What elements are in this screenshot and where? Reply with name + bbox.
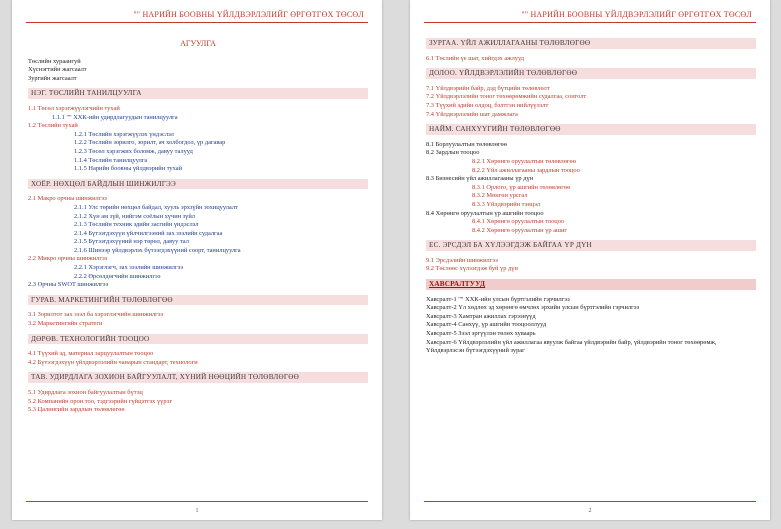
toc-entry[interactable]: 1.1.1 "" ХХК-ийн удирдлагуудын танилцуулга [52, 113, 178, 121]
toc-entry[interactable]: Хавсралт-5 Зээл эргүүлэн төлөх хуваарь [426, 330, 536, 338]
section-heading[interactable]: ТАВ. УДИРДЛАГА ЗОХИОН БАЙГУУЛАЛТ, ХҮНИЙ НӨӨЦИЙН ТӨЛӨВЛӨГӨӨ [28, 372, 368, 383]
toc-entry[interactable]: 2.1.5 Бүтээгдэхүүний нэр төрөл, давуу тал [74, 238, 189, 246]
toc-entry[interactable]: Хавсралт-2 Үл хөдлөх эд хөрөнгө өмчлөх эрхийн улсын бүртгэлийн гэрчилгээ [426, 304, 640, 312]
toc-entry[interactable]: Хавсралт-6 Үйлдвэрлэлийн үйл ажиллагаа явуулж байгаа үйлдвэрийн байр, үйлдвэрийн тоног төхөөрөмж, Үйлдвэрлэсэн бүтээгдэхүүний зураг [426, 338, 717, 355]
section-heading[interactable]: ГУРАВ. МАРКЕТИНГИЙН ТӨЛӨВЛӨГӨӨ [28, 295, 368, 306]
toc-entry[interactable]: 1.1.4 Төслийн танилцуулга [74, 156, 148, 164]
page-header: "" НАРИЙН БООВНЫ ҮЙЛДВЭРЛЭЛИЙГ ӨРГӨТГӨХ ТӨСӨЛ [133, 10, 364, 19]
toc-entry[interactable]: 3.1 Зорилтот зах зээл ба хэрэглэгчийн шинжилгээ [28, 311, 164, 319]
toc-entry[interactable]: 8.2 Зардлын тооцоо [426, 149, 480, 157]
toc-entry[interactable]: 2.2.1 Хэрэглэгч, зах зээлийн шинжилгээ [74, 264, 184, 272]
toc-entry[interactable]: Хавсралт-4 Санхүү, үр ашгийн тооцооллууд [426, 321, 547, 329]
header-rule [424, 22, 756, 23]
page-1-content [28, 40, 368, 415]
toc-entry[interactable]: 2.1.1 Улс төрийн нөхцөл байдал, хууль эрхзүйн зохицуулалт [74, 203, 238, 211]
toc-entry[interactable]: 2.1.4 Бүтээгдэхүүн үйлчилгээний зах зээлийн судалгаа [74, 229, 223, 237]
toc-entry[interactable]: 8.4.2 Хөрөнгө оруулалтын үр ашиг [472, 226, 567, 234]
section-heading[interactable]: НАЙМ. САНХҮҮГИЙН ТӨЛӨВЛӨГӨӨ [426, 124, 756, 135]
toc-entry[interactable]: 1.2 Төслийн тухай [28, 122, 78, 130]
toc-entry[interactable]: 8.4.1 Хөрөнгө оруулалтын тооцоо [472, 218, 565, 226]
toc-entry[interactable]: 8.3.3 Үйлдвэрийн тэнцэл [472, 200, 541, 208]
page-number: 2 [588, 508, 592, 514]
toc-entry[interactable]: 8.1 Борлуулалтын төлөвлөгөө [426, 140, 507, 148]
intro-item[interactable]: Хүснэгтийн жагсаалт [28, 66, 87, 74]
toc-entry[interactable]: 7.1 Үйлдвэрийн байр, дэд бүтцийн төлөвлөлт [426, 84, 550, 92]
intro-list [28, 58, 368, 84]
page-2-sections [426, 38, 756, 356]
toc-entry[interactable]: 4.1 Түүхий эд, материал зарцуулалтын тооцоо [28, 350, 154, 358]
footer-rule [424, 501, 756, 502]
footer-rule [26, 501, 368, 502]
toc-entry[interactable]: Хавсралт-3 Хамтран ажиллах гэрээнүүд [426, 312, 536, 320]
toc-entry[interactable]: 8.2.1 Хөрөнгө оруулалтын төлөвлөгөө [472, 157, 576, 165]
toc-entry[interactable]: 1.2.2 Төслийн зорилго, зорилт, ач холбогдол, үр дагавар [74, 139, 226, 147]
toc-entry[interactable]: 4.2 Бүтээгдэхүүн үйлдвэрлэлийн чанарын стандарт, технологи [28, 358, 198, 366]
toc-entry[interactable]: 2.2 Микро орчны шинжилгээ [28, 255, 108, 263]
toc-entry[interactable]: 8.3.1 Орлого, үр ашгийн төлөвлөгөө [472, 183, 571, 191]
toc-entry[interactable]: 5.1 Удирдлага зохион байгуулалтын бүтэц [28, 389, 143, 396]
toc-entry[interactable]: 2.3 Орчны SWOT шинжилгээ [28, 281, 109, 289]
toc-entry[interactable]: 1.1 Төсөл хэрэгжүүлэгчийн тухай [28, 104, 120, 112]
toc-entry[interactable]: 8.3.2 Мөнгөн урсгал [472, 192, 528, 200]
document-page-1 [12, 0, 382, 520]
document-page-2 [410, 0, 770, 520]
intro-item[interactable]: Зургийн жагсаалт [28, 74, 77, 82]
page-2-content [426, 33, 756, 356]
toc-entry[interactable]: 2.1.3 Төслийн техник эдийн засгийн үндэслэл [74, 221, 199, 229]
toc-entry[interactable]: 2.1 Макро орчны шинжилгээ [28, 195, 107, 203]
toc-entry[interactable]: 5.3 Цалингийн зардлын төлөвлөгөө [28, 406, 125, 414]
toc-entry[interactable]: 7.2 Үйлдвэрлэлийн тоног төхөөрөмжийн судалгаа, сонголт [426, 93, 587, 101]
toc-entry[interactable]: 9.1 Эрсдэлийн шинжилгээ [426, 256, 498, 264]
toc-entry[interactable]: 9.2 Төслөөс хүлээгдэж буй үр дүн [426, 265, 518, 273]
toc-entry[interactable]: 1.2.3 Төсөл хэрэгжих боломж, давуу талууд [74, 147, 193, 155]
intro-item[interactable]: Төслийн хураангуй [28, 57, 81, 65]
section-heading[interactable]: ЗУРГАА. ҮЙЛ АЖИЛЛАГААНЫ ТӨЛӨВЛӨГӨӨ [426, 38, 756, 49]
section-heading[interactable]: ХОЁР. НӨХЦӨЛ БАЙДЛЫН ШИНЖИЛГЭЭ [28, 179, 368, 190]
header-rule [26, 22, 368, 23]
toc-entry[interactable]: 3.2 Маркетингийн стратеги [28, 320, 103, 328]
toc-entry[interactable]: 7.3 Түүхий эдийн олдоц, бэлтгэн нийлүүлэлт [426, 101, 549, 109]
toc-entry[interactable]: 6.1 Төслийн үе шат, хийгдэх ажлууд [426, 54, 525, 62]
toc-entry[interactable]: 2.2.2 Өрсөлдөгчийн шинжилгээ [74, 272, 161, 280]
toc-title: АГУУЛГА [180, 39, 216, 48]
toc-entry[interactable]: Хавсралт-1 "" ХХК-ийн улсын бүртгэлийн гэрчилгээ [426, 295, 570, 303]
toc-entry[interactable]: 2.1.2 Хүн ам зүй, нийгэм соёлын хүчин зүйл [74, 212, 195, 220]
section-heading[interactable]: ЕС. ЭРСДЭЛ БА ХҮЛЭЭГДЭЖ БАЙГАА ҮР ДҮН [426, 240, 756, 251]
toc-entry[interactable]: 8.4 Хөрөнгө оруулалтын үр ашгийн тооцоо [426, 209, 544, 217]
page-number: 1 [195, 508, 199, 514]
toc-entry[interactable]: 2.1.6 Шинээр үйлдвэрлэх бүтээгдэхүүний соорт, танилцуулга [74, 246, 241, 254]
page-header: "" НАРИЙН БООВНЫ ҮЙЛДВЭРЛЭЛИЙГ ӨРГӨТГӨХ ТӨСӨЛ [521, 10, 752, 19]
section-heading[interactable]: ДӨРӨВ. ТЕХНОЛОГИЙН ТООЦОО [28, 334, 368, 345]
toc-entry[interactable]: 1.2.1 Төслийн хэрэгжүүлэх үндэслэл [74, 130, 174, 138]
toc-entry[interactable]: 7.4 Үйлдвэрлэлийн шат дамжлага [426, 110, 518, 118]
section-heading[interactable]: ДОЛОО. ҮЙЛДВЭРЛЭЛИЙН ТӨЛӨВЛӨГӨӨ [426, 68, 756, 79]
page-1-sections [28, 88, 368, 414]
toc-entry[interactable]: 5.2 Компанийн орон тоо, тэдгээрийн гүйцэтгэх үүрэг [28, 397, 173, 405]
section-heading[interactable]: ХАВСРАЛТУУД [426, 279, 756, 290]
toc-entry[interactable]: 1.1.5 Нарийн боовны үйлдвэрийн тухай [74, 165, 182, 173]
toc-entry[interactable]: 8.2.2 Үйл ажиллагааны зардлын тооцоо [472, 166, 580, 174]
section-heading[interactable]: НЭГ. ТӨСЛИЙН ТАНИЛЦУУЛГА [28, 88, 368, 99]
toc-entry[interactable]: 8.3 Бизнесийн үйл ажиллагааны үр дүн [426, 175, 534, 183]
